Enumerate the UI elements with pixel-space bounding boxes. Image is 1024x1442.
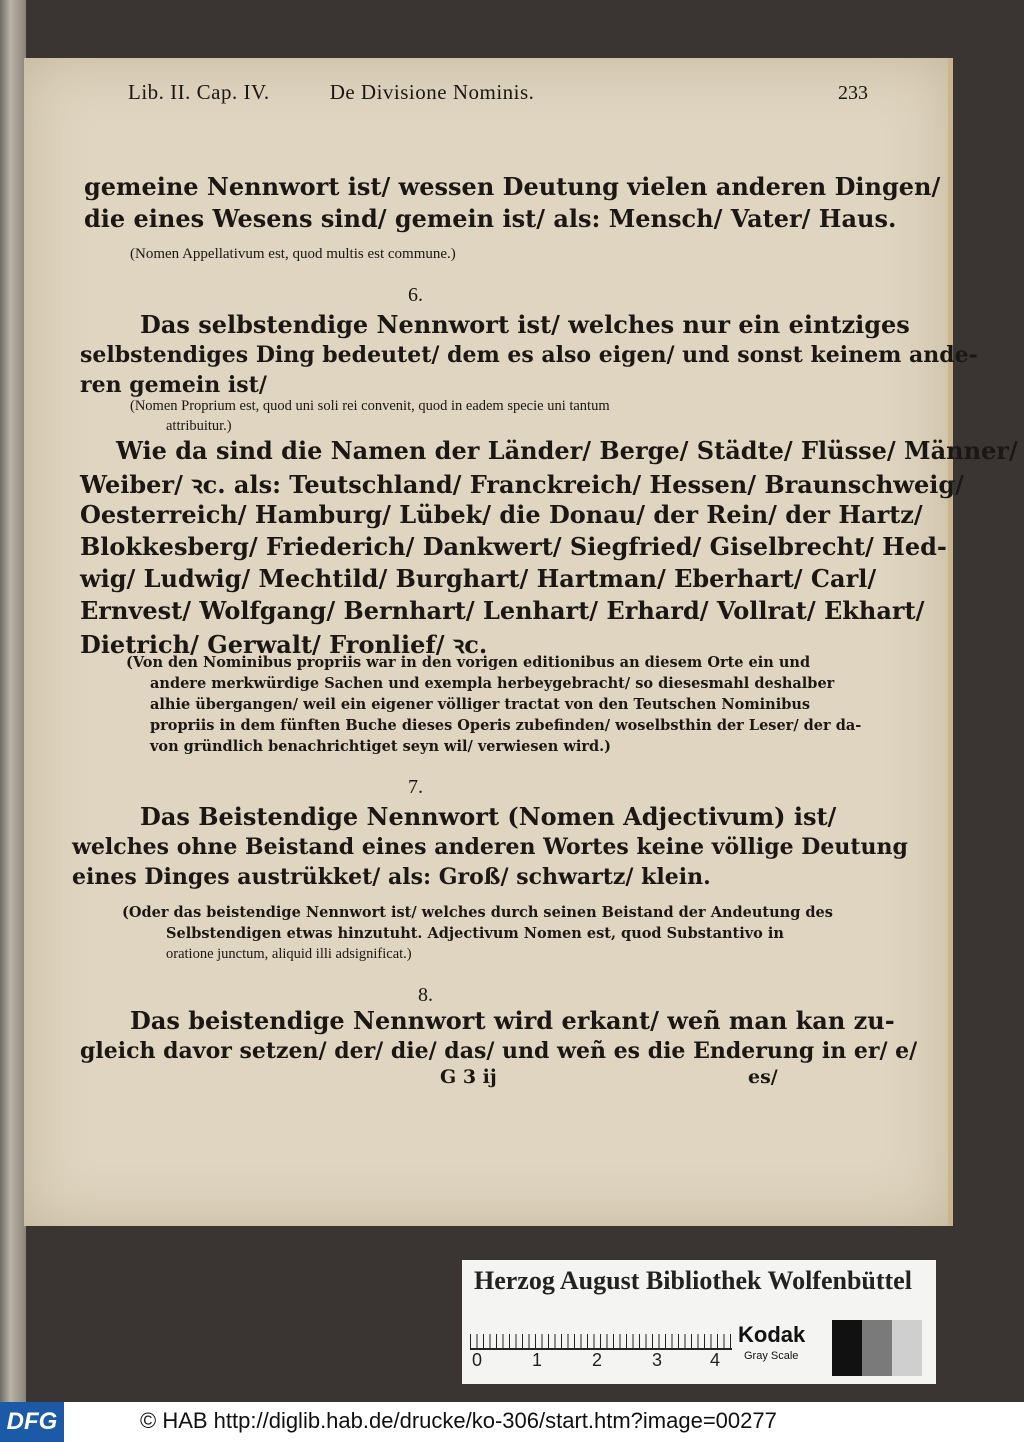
text-line: welches ohne Beistand eines anderen Wortes keine völlige Deutung bbox=[72, 834, 908, 860]
note-line: (Oder das beistendige Nennwort ist/ welches durch seinen Beistand der Andeutung des bbox=[122, 904, 833, 921]
text-line: eines Dinges austrükket/ als: Groß/ schwartz/ klein. bbox=[72, 864, 711, 890]
latin-gloss: attribuitur.) bbox=[166, 418, 232, 434]
section-number: 8. bbox=[418, 984, 433, 1006]
text-line: gemeine Nennwort ist/ wessen Deutung vielen anderen Dingen/ bbox=[84, 172, 941, 201]
catchword: es/ bbox=[748, 1066, 778, 1088]
ruler-label: 1 bbox=[532, 1350, 543, 1370]
signature-mark: G 3 ij bbox=[440, 1066, 497, 1088]
text-line: gleich davor setzen/ der/ die/ das/ und weñ es die Enderung in er/ e/ bbox=[80, 1038, 918, 1064]
note-line: alhie übergangen/ weil ein eigener völliger tractat von den Teutschen Nominibus bbox=[150, 696, 811, 713]
section-number: 7. bbox=[408, 776, 423, 798]
text-line: wig/ Ludwig/ Mechtild/ Burghart/ Hartman/ Eberhart/ Carl/ bbox=[80, 564, 877, 593]
library-name: Herzog August Bibliothek Wolfenbüttel bbox=[474, 1266, 912, 1295]
text-line: selbstendiges Ding bedeutet/ dem es also eigen/ und sonst keinem ande- bbox=[80, 342, 978, 368]
latin-gloss: (Nomen Proprium est, quod uni soli rei convenit, quod in eadem specie uni tantum bbox=[130, 398, 610, 414]
note-line: andere merkwürdige Sachen und exempla herbeygebracht/ so diesesmahl deshalber bbox=[150, 675, 835, 692]
note-line: von gründlich benachrichtiget seyn wil/ verwiesen wird.) bbox=[150, 738, 612, 755]
gray-swatch-mid bbox=[862, 1320, 892, 1376]
copyright-link[interactable]: © HAB http://diglib.hab.de/drucke/ko-306/start.htm?image=00277 bbox=[140, 1408, 777, 1433]
section-number: 6. bbox=[408, 284, 423, 306]
gray-swatch-light bbox=[892, 1320, 922, 1376]
header-chapter: Lib. II. Cap. IV. bbox=[128, 80, 270, 104]
ruler-label: 3 bbox=[652, 1350, 663, 1370]
gray-swatch-black bbox=[832, 1320, 862, 1376]
archive-color-card bbox=[462, 1260, 936, 1384]
book-spine bbox=[0, 0, 26, 1402]
kodak-logo: Kodak bbox=[738, 1322, 806, 1347]
note-line: (Von den Nominibus propriis war in den vorigen editionibus an diesem Orte ein und bbox=[126, 654, 811, 671]
dfg-logo: DFG bbox=[0, 1402, 64, 1442]
note-line: Selbstendigen etwas hinzutuht. Adjectivum Nomen est, quod Substantivo in bbox=[166, 925, 784, 942]
text-line: Oesterreich/ Hamburg/ Lübek/ die Donau/ der Rein/ der Hartz/ bbox=[80, 500, 923, 529]
text-line: Das selbstendige Nennwort ist/ welches nur ein eintziges bbox=[140, 310, 910, 339]
text-line: Das Beistendige Nennwort (Nomen Adjectivum) ist/ bbox=[140, 802, 837, 831]
text-line: ren gemein ist/ bbox=[80, 372, 267, 398]
latin-gloss: (Nomen Appellativum est, quod multis est commune.) bbox=[130, 246, 456, 262]
text-line: Wie da sind die Namen der Länder/ Berge/ Städte/ Flüsse/ Männer/ bbox=[116, 436, 1018, 465]
ruler-label: 2 bbox=[592, 1350, 603, 1370]
measurement-ruler bbox=[470, 1316, 732, 1350]
text-line: Weiber/ ꝛc. als: Teutschland/ Franckreich/ Hessen/ Braunschweig/ bbox=[80, 470, 964, 499]
running-header bbox=[128, 80, 534, 105]
text-line: die eines Wesens sind/ gemein ist/ als: Mensch/ Vater/ Haus. bbox=[84, 204, 897, 233]
note-line: oratione junctum, aliquid illi adsignificat.) bbox=[166, 946, 412, 962]
page-number: 233 bbox=[838, 82, 868, 104]
note-line: propriis in dem fünften Buche dieses Operis zubefinden/ woselbsthin der Leser/ der da- bbox=[150, 717, 862, 734]
text-line: Dietrich/ Gerwalt/ Fronlief/ ꝛc. bbox=[80, 630, 488, 659]
text-line: Das beistendige Nennwort wird erkant/ weñ man kan zu- bbox=[130, 1006, 895, 1035]
text-line: Ernvest/ Wolfgang/ Bernhart/ Lenhart/ Erhard/ Vollrat/ Ekhart/ bbox=[80, 596, 925, 625]
text-line: Blokkesberg/ Friederich/ Dankwert/ Siegfried/ Giselbrecht/ Hed- bbox=[80, 532, 947, 561]
ruler-label: 4 bbox=[710, 1350, 721, 1370]
header-title: De Divisione Nominis. bbox=[329, 80, 535, 104]
gray-scale-label: Gray Scale bbox=[744, 1350, 799, 1362]
ruler-label: 0 bbox=[472, 1350, 483, 1370]
